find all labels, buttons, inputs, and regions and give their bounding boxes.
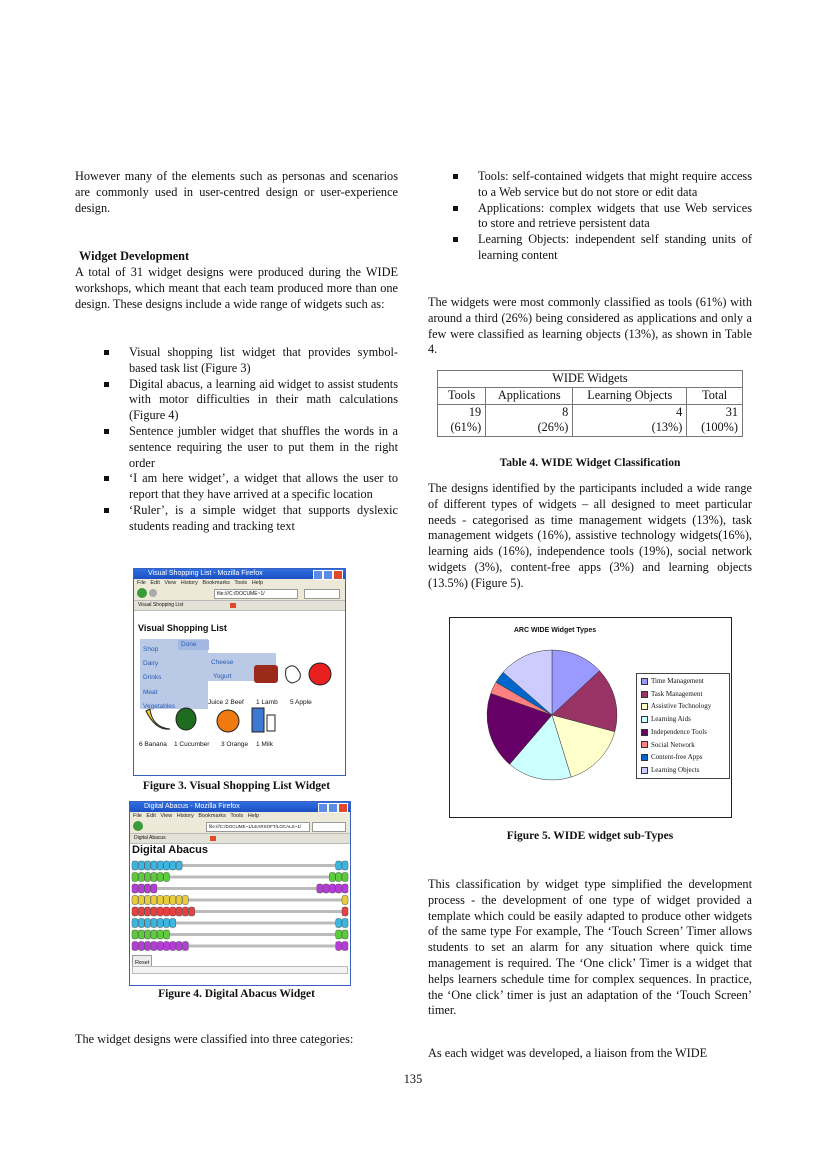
abacus-bead[interactable] xyxy=(157,919,163,928)
lamb-icon xyxy=(286,666,301,683)
widget-examples-list xyxy=(104,345,398,535)
count: 19 xyxy=(468,404,482,419)
abacus-bead[interactable] xyxy=(164,919,170,928)
shop-tab: Shop xyxy=(143,646,159,653)
list-item-text: Learning Objects: independent self standing units of learning content xyxy=(478,232,752,262)
count: 4 xyxy=(676,404,683,419)
row1-label-4: 5 Apple xyxy=(290,699,312,706)
submenu-yogurt: Yogurt xyxy=(213,673,232,680)
abacus-bead[interactable] xyxy=(138,919,144,928)
abacus-bead[interactable] xyxy=(151,919,157,928)
legend-swatch xyxy=(641,754,648,761)
category-menu xyxy=(140,639,208,709)
table-caption: Table 4. WIDE Widget Classification xyxy=(499,457,681,469)
abacus-bead[interactable] xyxy=(336,919,342,928)
figure5-chart-frame xyxy=(449,617,732,818)
list-item-text: Tools: self-contained widgets that might require access to a Web service but do not store or edit data xyxy=(478,169,752,199)
abacus-bead[interactable] xyxy=(176,896,182,905)
abacus-bead[interactable] xyxy=(170,896,176,905)
header-learning-objects: Learning Objects xyxy=(573,387,687,404)
abacus-bead[interactable] xyxy=(138,930,144,939)
legend-entry xyxy=(641,688,725,701)
bullet-icon xyxy=(104,350,109,355)
figure5-caption: Figure 5. WIDE widget sub-Types xyxy=(506,830,674,842)
legend-entry xyxy=(641,751,725,764)
abacus-bead[interactable] xyxy=(132,930,138,939)
back-icon xyxy=(133,821,143,831)
list-item-text: Applications: complex widgets that use Web services to store and retrieve persistent data xyxy=(478,200,752,231)
cell-applications xyxy=(486,404,573,437)
abacus-bead[interactable] xyxy=(138,907,144,916)
list-item xyxy=(104,471,398,503)
abacus-bead[interactable] xyxy=(342,930,348,939)
legend-swatch xyxy=(641,678,648,685)
abacus-bead[interactable] xyxy=(164,942,170,951)
cell-total xyxy=(687,404,743,437)
milk-icon xyxy=(252,708,264,732)
abacus-bead[interactable] xyxy=(182,942,188,951)
abacus-bead[interactable] xyxy=(138,861,144,870)
chart-title: ARC WIDE Widget Types xyxy=(513,627,597,634)
abacus-bead[interactable] xyxy=(176,907,182,916)
chart-legend xyxy=(636,673,730,779)
legend-swatch xyxy=(641,729,648,736)
abacus-bead[interactable] xyxy=(170,942,176,951)
row2-label-1: 6 Banana xyxy=(139,741,167,748)
abacus-bead[interactable] xyxy=(151,861,157,870)
abacus-bead[interactable] xyxy=(336,930,342,939)
legend-entry xyxy=(641,713,725,726)
abacus-bead[interactable] xyxy=(132,942,138,951)
legend-label: Learning Aids xyxy=(651,715,691,724)
navigation-toolbar xyxy=(134,587,345,601)
list-item xyxy=(104,424,398,471)
abacus-bead[interactable] xyxy=(164,907,170,916)
legend-entry xyxy=(641,675,725,688)
abacus-bead[interactable] xyxy=(342,907,348,916)
legend-label: Task Management xyxy=(651,689,703,698)
list-item-text: Digital abacus, a learning aid widget to assist students with motor difficulties in their math calculations (Figure 4) xyxy=(129,376,398,423)
abacus-bead[interactable] xyxy=(342,942,348,951)
count: 31 xyxy=(725,404,738,419)
abacus-bead[interactable] xyxy=(157,930,163,939)
abacus-bead[interactable] xyxy=(182,907,188,916)
row1-label-3: 1 Lamb xyxy=(256,699,278,706)
abacus-bead[interactable] xyxy=(145,930,151,939)
close-icon xyxy=(338,803,348,813)
abacus-bead[interactable] xyxy=(342,896,348,905)
abacus-bead[interactable] xyxy=(132,873,138,882)
category-dairy: Dairy xyxy=(143,660,159,667)
window-title: Visual Shopping List - Mozilla Firefox xyxy=(148,570,263,577)
legend-swatch xyxy=(641,691,648,698)
bullet-icon xyxy=(453,237,458,242)
close-icon xyxy=(333,570,343,580)
row1-label-2: 2 Beef xyxy=(225,699,244,706)
menu-bar: File Edit View History Bookmarks Tools Help xyxy=(130,812,350,820)
list-item-text: Visual shopping list widget that provides symbol-based task list (Figure 3) xyxy=(129,345,398,375)
abacus-bead[interactable] xyxy=(336,884,342,893)
abacus-bead[interactable] xyxy=(132,861,138,870)
para-text: The designs identified by the participants included a wide range of different types of widgets – all designed to meet particular needs - categorised as time management widgets (13%), task management widgets (16%), assistive technology widgets(16%), learning aids (16%), independence tools (19%), social network widgets (3%), content-free apps (3%) and learning objects (13.5%) (Figure 5). xyxy=(428,481,752,590)
abacus-bead[interactable] xyxy=(138,942,144,951)
closing-paragraph xyxy=(75,1032,398,1048)
development-paragraph xyxy=(428,877,752,1019)
beef-icon xyxy=(254,665,278,683)
category-vegetables: Vegetables xyxy=(143,703,176,710)
abacus-bead[interactable] xyxy=(182,896,188,905)
abacus-bead[interactable] xyxy=(157,896,163,905)
abacus-bead[interactable] xyxy=(336,861,342,870)
cell-tools xyxy=(438,404,486,437)
legend-label: Assistive Technology xyxy=(651,702,712,711)
left-intro-paragraph xyxy=(75,169,398,216)
category-list xyxy=(453,169,752,264)
abacus-bead[interactable] xyxy=(132,896,138,905)
abacus-bead[interactable] xyxy=(336,873,342,882)
legend-swatch xyxy=(641,767,648,774)
abacus-bead[interactable] xyxy=(189,907,195,916)
abacus-bead[interactable] xyxy=(151,873,157,882)
legend-label: Social Network xyxy=(651,740,695,749)
abacus-bead[interactable] xyxy=(145,942,151,951)
bullet-icon xyxy=(104,429,109,434)
abacus-bead[interactable] xyxy=(157,861,163,870)
abacus-bead[interactable] xyxy=(342,861,348,870)
header-applications: Applications xyxy=(486,387,573,404)
abacus-bead[interactable] xyxy=(164,873,170,882)
close-tab-icon xyxy=(230,603,236,608)
menu-bar: File Edit View History Bookmarks Tools Help xyxy=(134,579,345,587)
para-text: As each widget was developed, a liaison from the WIDE xyxy=(428,1046,708,1060)
title-bar xyxy=(134,569,345,579)
abacus-bead[interactable] xyxy=(151,907,157,916)
orange-icon xyxy=(217,710,239,732)
abacus-bead[interactable] xyxy=(145,873,151,882)
bullet-icon xyxy=(453,174,458,179)
navigation-toolbar xyxy=(130,820,350,834)
row1-label-1: Juice xyxy=(208,699,224,706)
list-item-text: Sentence jumbler widget that shuffles the words in a sentence requiring the user to put them in the right order xyxy=(129,423,398,470)
intro-text: However many of the elements such as personas and scenarios are commonly used in user-centred design or user-experience design. xyxy=(75,169,398,215)
tab-label: Digital Abacus xyxy=(134,835,166,841)
search-input xyxy=(312,822,346,832)
cell-learning-objects xyxy=(573,404,687,437)
app-heading: Digital Abacus xyxy=(132,844,208,856)
abacus-bead[interactable] xyxy=(145,907,151,916)
list-item xyxy=(104,503,398,535)
abacus-bead[interactable] xyxy=(164,861,170,870)
submenu-cheese: Cheese xyxy=(211,659,234,666)
row2-label-2: 1 Cucumber xyxy=(174,741,210,748)
abacus-bead[interactable] xyxy=(157,907,163,916)
list-item xyxy=(453,232,752,264)
category-drinks: Drinks xyxy=(143,674,162,681)
legend-entry xyxy=(641,700,725,713)
reset-button[interactable]: Reset xyxy=(132,955,152,973)
bullet-icon xyxy=(104,476,109,481)
abacus-bead[interactable] xyxy=(145,919,151,928)
apple-icon xyxy=(309,663,331,685)
row2-label-3: 3 Orange xyxy=(221,741,249,748)
header-total: Total xyxy=(687,387,743,404)
address-bar: file:///C:/DOCUME~1/ xyxy=(214,589,298,599)
banana-icon xyxy=(146,709,170,729)
count: 8 xyxy=(562,404,569,419)
abacus-bead[interactable] xyxy=(323,884,329,893)
closing-text: The widget designs were classified into three categories: xyxy=(75,1032,354,1046)
legend-swatch xyxy=(641,703,648,710)
subtypes-paragraph xyxy=(428,481,752,592)
abacus-bead[interactable] xyxy=(164,930,170,939)
abacus-bead[interactable] xyxy=(151,930,157,939)
abacus-bead[interactable] xyxy=(145,861,151,870)
item-symbols-row2 xyxy=(140,705,290,737)
forward-icon xyxy=(149,589,157,597)
legend-entry xyxy=(641,764,725,777)
list-item xyxy=(453,169,752,201)
list-item xyxy=(453,201,752,233)
list-item-text: ‘Ruler’, is a simple widget that supports dyslexic students reading and tracking text xyxy=(129,502,398,533)
abacus-bead[interactable] xyxy=(151,942,157,951)
abacus-bead[interactable] xyxy=(329,873,335,882)
done-tab: Done xyxy=(178,640,209,650)
back-icon xyxy=(137,588,147,598)
percent: (26%) xyxy=(537,420,569,435)
abacus-bead[interactable] xyxy=(138,884,144,893)
maximize-icon xyxy=(323,570,333,580)
abacus-bead[interactable] xyxy=(170,919,176,928)
window-title: Digital Abacus - Mozilla Firefox xyxy=(144,803,240,810)
abacus-bead[interactable] xyxy=(132,919,138,928)
minimize-icon xyxy=(313,570,323,580)
abacus-bead[interactable] xyxy=(342,873,348,882)
widget-classification-table xyxy=(437,370,743,437)
legend-entry xyxy=(641,739,725,752)
abacus-bead[interactable] xyxy=(176,861,182,870)
header-tools: Tools xyxy=(438,387,486,404)
close-tab-icon xyxy=(210,836,216,841)
row2-label-4: 1 Milk xyxy=(256,741,273,748)
list-item xyxy=(104,345,398,377)
abacus-bead[interactable] xyxy=(145,896,151,905)
abacus-bead[interactable] xyxy=(145,884,151,893)
app-heading: Visual Shopping List xyxy=(138,623,227,633)
pie-chart xyxy=(480,648,640,808)
abacus-bead[interactable] xyxy=(151,896,157,905)
percent: (100%) xyxy=(701,420,738,435)
para-text: A total of 31 widget designs were produced during the WIDE workshops, which meant that each team produced more than one design. These designs include a wide range of widgets such as: xyxy=(75,265,398,311)
address-bar: file:///C:/DOCUME~1/LEARSOFT/LOCALS~1/ xyxy=(206,822,310,832)
figure3-caption: Figure 3. Visual Shopping List Widget xyxy=(142,780,331,792)
classification-paragraph xyxy=(428,295,752,358)
abacus-bead[interactable] xyxy=(170,907,176,916)
list-item-text: ‘I am here widget’, a widget that allows the user to report that they have arrived at a specific location xyxy=(129,471,398,502)
legend-label: Learning Objects xyxy=(651,765,700,774)
tab-label: Visual Shopping List xyxy=(138,602,184,608)
abacus-bead[interactable] xyxy=(317,884,323,893)
figure4-caption: Figure 4. Digital Abacus Widget xyxy=(158,988,315,1000)
legend-label: Independence Tools xyxy=(651,727,707,736)
category-meat: Meat xyxy=(143,689,158,696)
bullet-icon xyxy=(104,382,109,387)
abacus-bead[interactable] xyxy=(170,861,176,870)
liaison-paragraph xyxy=(428,1046,752,1062)
abacus-bead[interactable] xyxy=(164,896,170,905)
abacus-rod xyxy=(132,887,348,890)
abacus-rods xyxy=(130,858,350,954)
percent: (61%) xyxy=(450,420,482,435)
abacus-bead[interactable] xyxy=(132,907,138,916)
figure3-screenshot xyxy=(133,568,346,776)
horizontal-scrollbar[interactable] xyxy=(132,966,348,974)
legend-label: Time Management xyxy=(651,677,704,685)
abacus-bead[interactable] xyxy=(138,873,144,882)
abacus-bead[interactable] xyxy=(132,884,138,893)
legend-label: Content-free Apps xyxy=(651,753,703,762)
legend-swatch xyxy=(641,716,648,723)
abacus-bead[interactable] xyxy=(176,942,182,951)
title-bar xyxy=(130,802,350,812)
abacus-bead[interactable] xyxy=(329,884,335,893)
abacus-bead[interactable] xyxy=(336,942,342,951)
abacus-bead[interactable] xyxy=(157,873,163,882)
percent: (13%) xyxy=(651,420,683,435)
bullet-icon xyxy=(104,508,109,513)
glass-icon xyxy=(267,715,275,731)
legend-entry xyxy=(641,726,725,739)
figure4-screenshot xyxy=(129,801,351,986)
list-item xyxy=(104,377,398,424)
cucumber-icon xyxy=(176,708,196,730)
abacus-bead[interactable] xyxy=(138,896,144,905)
abacus-bead[interactable] xyxy=(151,884,157,893)
table-title: WIDE Widgets xyxy=(438,371,743,388)
bullet-icon xyxy=(453,206,458,211)
para-text: The widgets were most commonly classified as tools (61%) with around a third (26%) being considered as applications and only a few were classified as learning objects (13%), as shown in Table 4. xyxy=(428,295,752,357)
item-symbols-row1 xyxy=(252,661,342,693)
maximize-icon xyxy=(328,803,338,813)
section-heading: Widget Development xyxy=(79,249,190,263)
widget-development-paragraph xyxy=(75,265,398,312)
abacus-bead[interactable] xyxy=(157,942,163,951)
minimize-icon xyxy=(318,803,328,813)
para-text: This classification by widget type simplified the development process - the development of one type of widget provided a template which could be easily adapted to produce other widgets of the same type For example, The ‘Touch Screen’ Timer allows students to set an alarm for any situation where quick time management is required. The ‘One click’ Timer is a widget that helps learners schedule time for complex sequences. In practice, the ‘One click’ timer is just an adaptation of the ‘Touch Screen’ timer. xyxy=(428,877,752,1018)
page-number: 135 xyxy=(403,1072,423,1086)
search-input xyxy=(304,589,340,599)
legend-swatch xyxy=(641,741,648,748)
tab-strip xyxy=(134,601,345,611)
abacus-bead[interactable] xyxy=(342,884,348,893)
abacus-bead[interactable] xyxy=(342,919,348,928)
